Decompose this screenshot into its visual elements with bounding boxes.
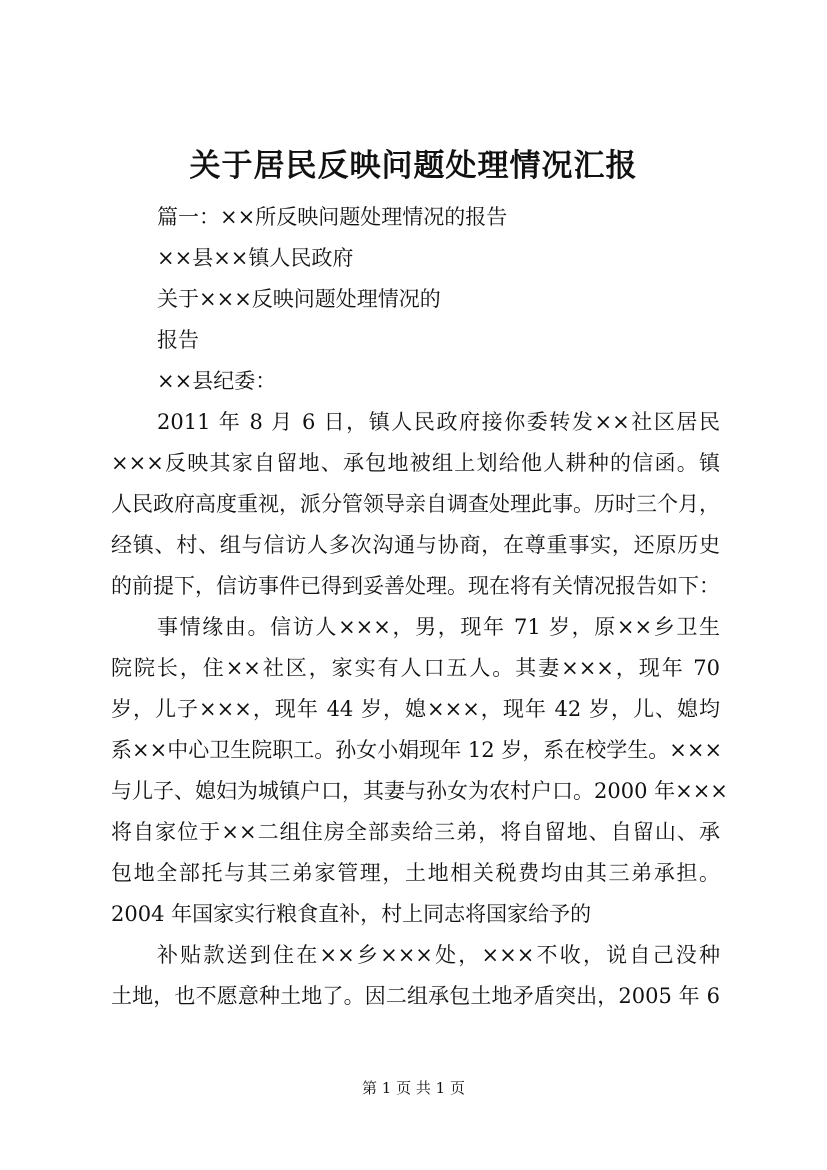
paragraph-line: 补贴款送到住在××乡×××处，×××不收，说自己没种 (157, 943, 720, 967)
paragraph-line: 将自家位于××二组住房全部卖给三弟，将自留地、自留山、承 (111, 820, 720, 844)
paragraph-line: 2004 年国家实行粮食直补，村上同志将国家给予的 (111, 902, 592, 926)
paragraph-line: 系××中心卫生院职工。孙女小娟现年 12 岁，系在校学生。××× (111, 738, 723, 762)
paragraph-line: 土地，也不愿意种土地了。因二组承包土地矛盾突出，2005 年 6 (111, 984, 720, 1008)
text-line: ××县××镇人民政府 (157, 246, 354, 270)
text-line: ××县纪委： (157, 369, 277, 393)
text-line: 关于×××反映问题处理情况的 (157, 287, 441, 311)
document-body (111, 197, 728, 1017)
paragraph-line: 院院长，住××社区，家实有人口五人。其妻×××，现年 70 (111, 656, 720, 680)
paragraph-line: 包地全部托与其三弟家管理，土地相关税费均由其三弟承担。 (111, 861, 720, 885)
text-line: 报告 (157, 328, 199, 352)
text-line: 篇一：××所反映问题处理情况的报告 (157, 205, 508, 229)
paragraph-line: ×××反映其家自留地、承包地被组上划给他人耕种的信函。镇 (111, 451, 720, 475)
paragraph-line: 岁，儿子×××，现年 44 岁，媳×××，现年 42 岁，儿、媳均 (111, 697, 720, 721)
paragraph-line: 人民政府高度重视，派分管领导亲自调查处理此事。历时三个月， (111, 492, 720, 516)
paragraph-line: 2011 年 8 月 6 日，镇人民政府接你委转发××社区居民 (157, 410, 720, 434)
document-title: 关于居民反映问题处理情况汇报 (189, 148, 638, 184)
paragraph-line: 与儿子、媳妇为城镇户口，其妻与孙女为农村户口。2000 年××× (111, 779, 728, 803)
paragraph-line: 经镇、村、组与信访人多次沟通与协商，在尊重事实，还原历史 (111, 533, 720, 557)
paragraph-line: 事情缘由。信访人×××，男，现年 71 岁，原××乡卫生 (157, 615, 720, 639)
paragraph-line: 的前提下，信访事件已得到妥善处理。现在将有关情况报告如下： (111, 574, 720, 598)
page-footer: 第 1 页 共 1 页 (362, 1079, 465, 1097)
